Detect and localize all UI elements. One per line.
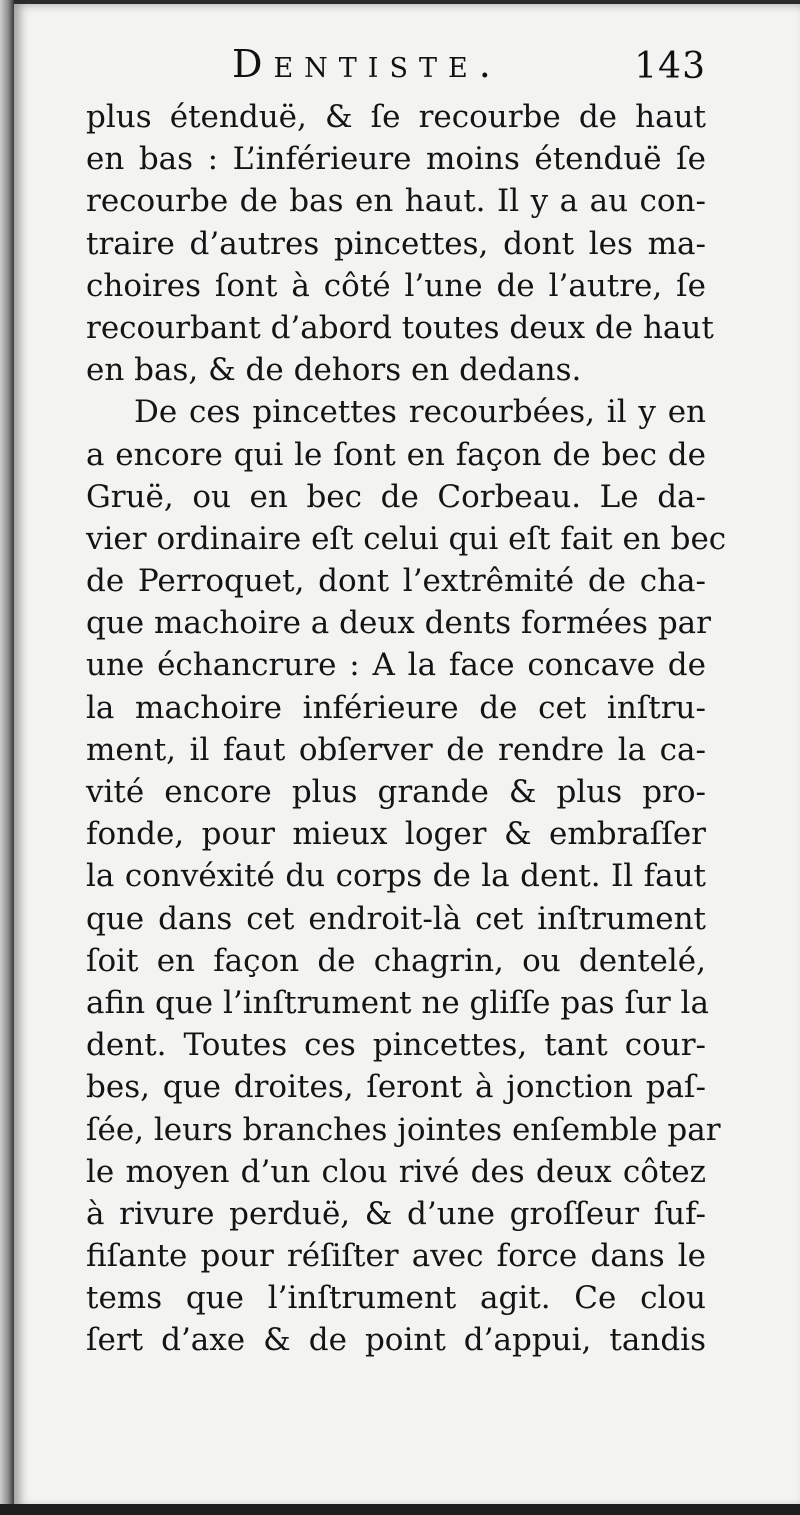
text-line-paragraph-start: De ces pincettes recourbées, il y en [134,394,706,431]
text-line: Gruë, ou en bec de Corbeau. Le da- [86,478,706,515]
text-line: fonde, pour mieux loger & embraſſer [86,816,706,853]
text-line: que dans cet endroit-là cet inſtrument [86,900,706,937]
text-line: vier ordinaire eſt celui qui eſt fait en bec [86,520,727,557]
text-line: dent. Toutes ces pincettes, tant cour- [86,1027,706,1064]
text-line: ſert d’axe & de point d’appui, tandis [86,1322,706,1359]
text-line: la machoire inférieure de cet inſtru- [86,689,706,726]
text-line: tems que l’inſtrument agit. Ce clou [86,1280,706,1317]
text-line: a encore qui le ſont en façon de bec de [86,436,706,473]
page-bottom-edge [0,1504,800,1515]
text-line: le moyen d’un clou rivé des deux côtez [86,1153,706,1190]
text-line: une échancrure : A la face concave de [86,647,706,684]
page-header [86,42,706,102]
text-line: ſée, leurs branches jointes enſemble par [86,1111,721,1148]
text-line: ſoit en façon de chagrin, ou dentelé, [86,942,706,979]
text-line: traire d’autres pincettes, dont les ma- [86,225,706,262]
book-gutter [0,0,14,1515]
text-line: vité encore plus grande & plus pro- [86,774,706,810]
text-line: plus étenduë, & ſe recourbe de haut [86,99,706,135]
text-line: ment, il faut obſerver de rendre la ca- [86,731,706,768]
text-line: choires ſont à côté l’une de l’autre, ſe [86,267,706,304]
text-line: de Perroquet, dont l’extrêmité de cha- [86,563,706,600]
text-line: que machoire a deux dents formées par [86,605,711,642]
running-title: Dentiste. [232,42,502,86]
text-line: à rivure perduë, & d’une groſſeur ſuf- [86,1195,706,1232]
page-number: 143 [634,46,706,87]
body-text [86,96,727,1362]
text-line: afin que l’inſtrument ne gliſſe pas ſur la [86,984,709,1021]
text-line: bes, que droites, ſeront à jonction paſ- [86,1069,706,1106]
text-line: recourbant d’abord toutes deux de haut [86,309,714,346]
text-line: en bas : L’inférieure moins étenduë ſe [86,141,706,178]
text-line-paragraph-end: en bas, & de dehors en dedans. [86,352,582,389]
text-line: recourbe de bas en haut. Il y a au con- [86,183,706,220]
text-line: la convéxité du corps de la dent. Il faut [86,858,706,895]
text-line: fiſante pour réſiſter avec force dans le [86,1238,706,1275]
